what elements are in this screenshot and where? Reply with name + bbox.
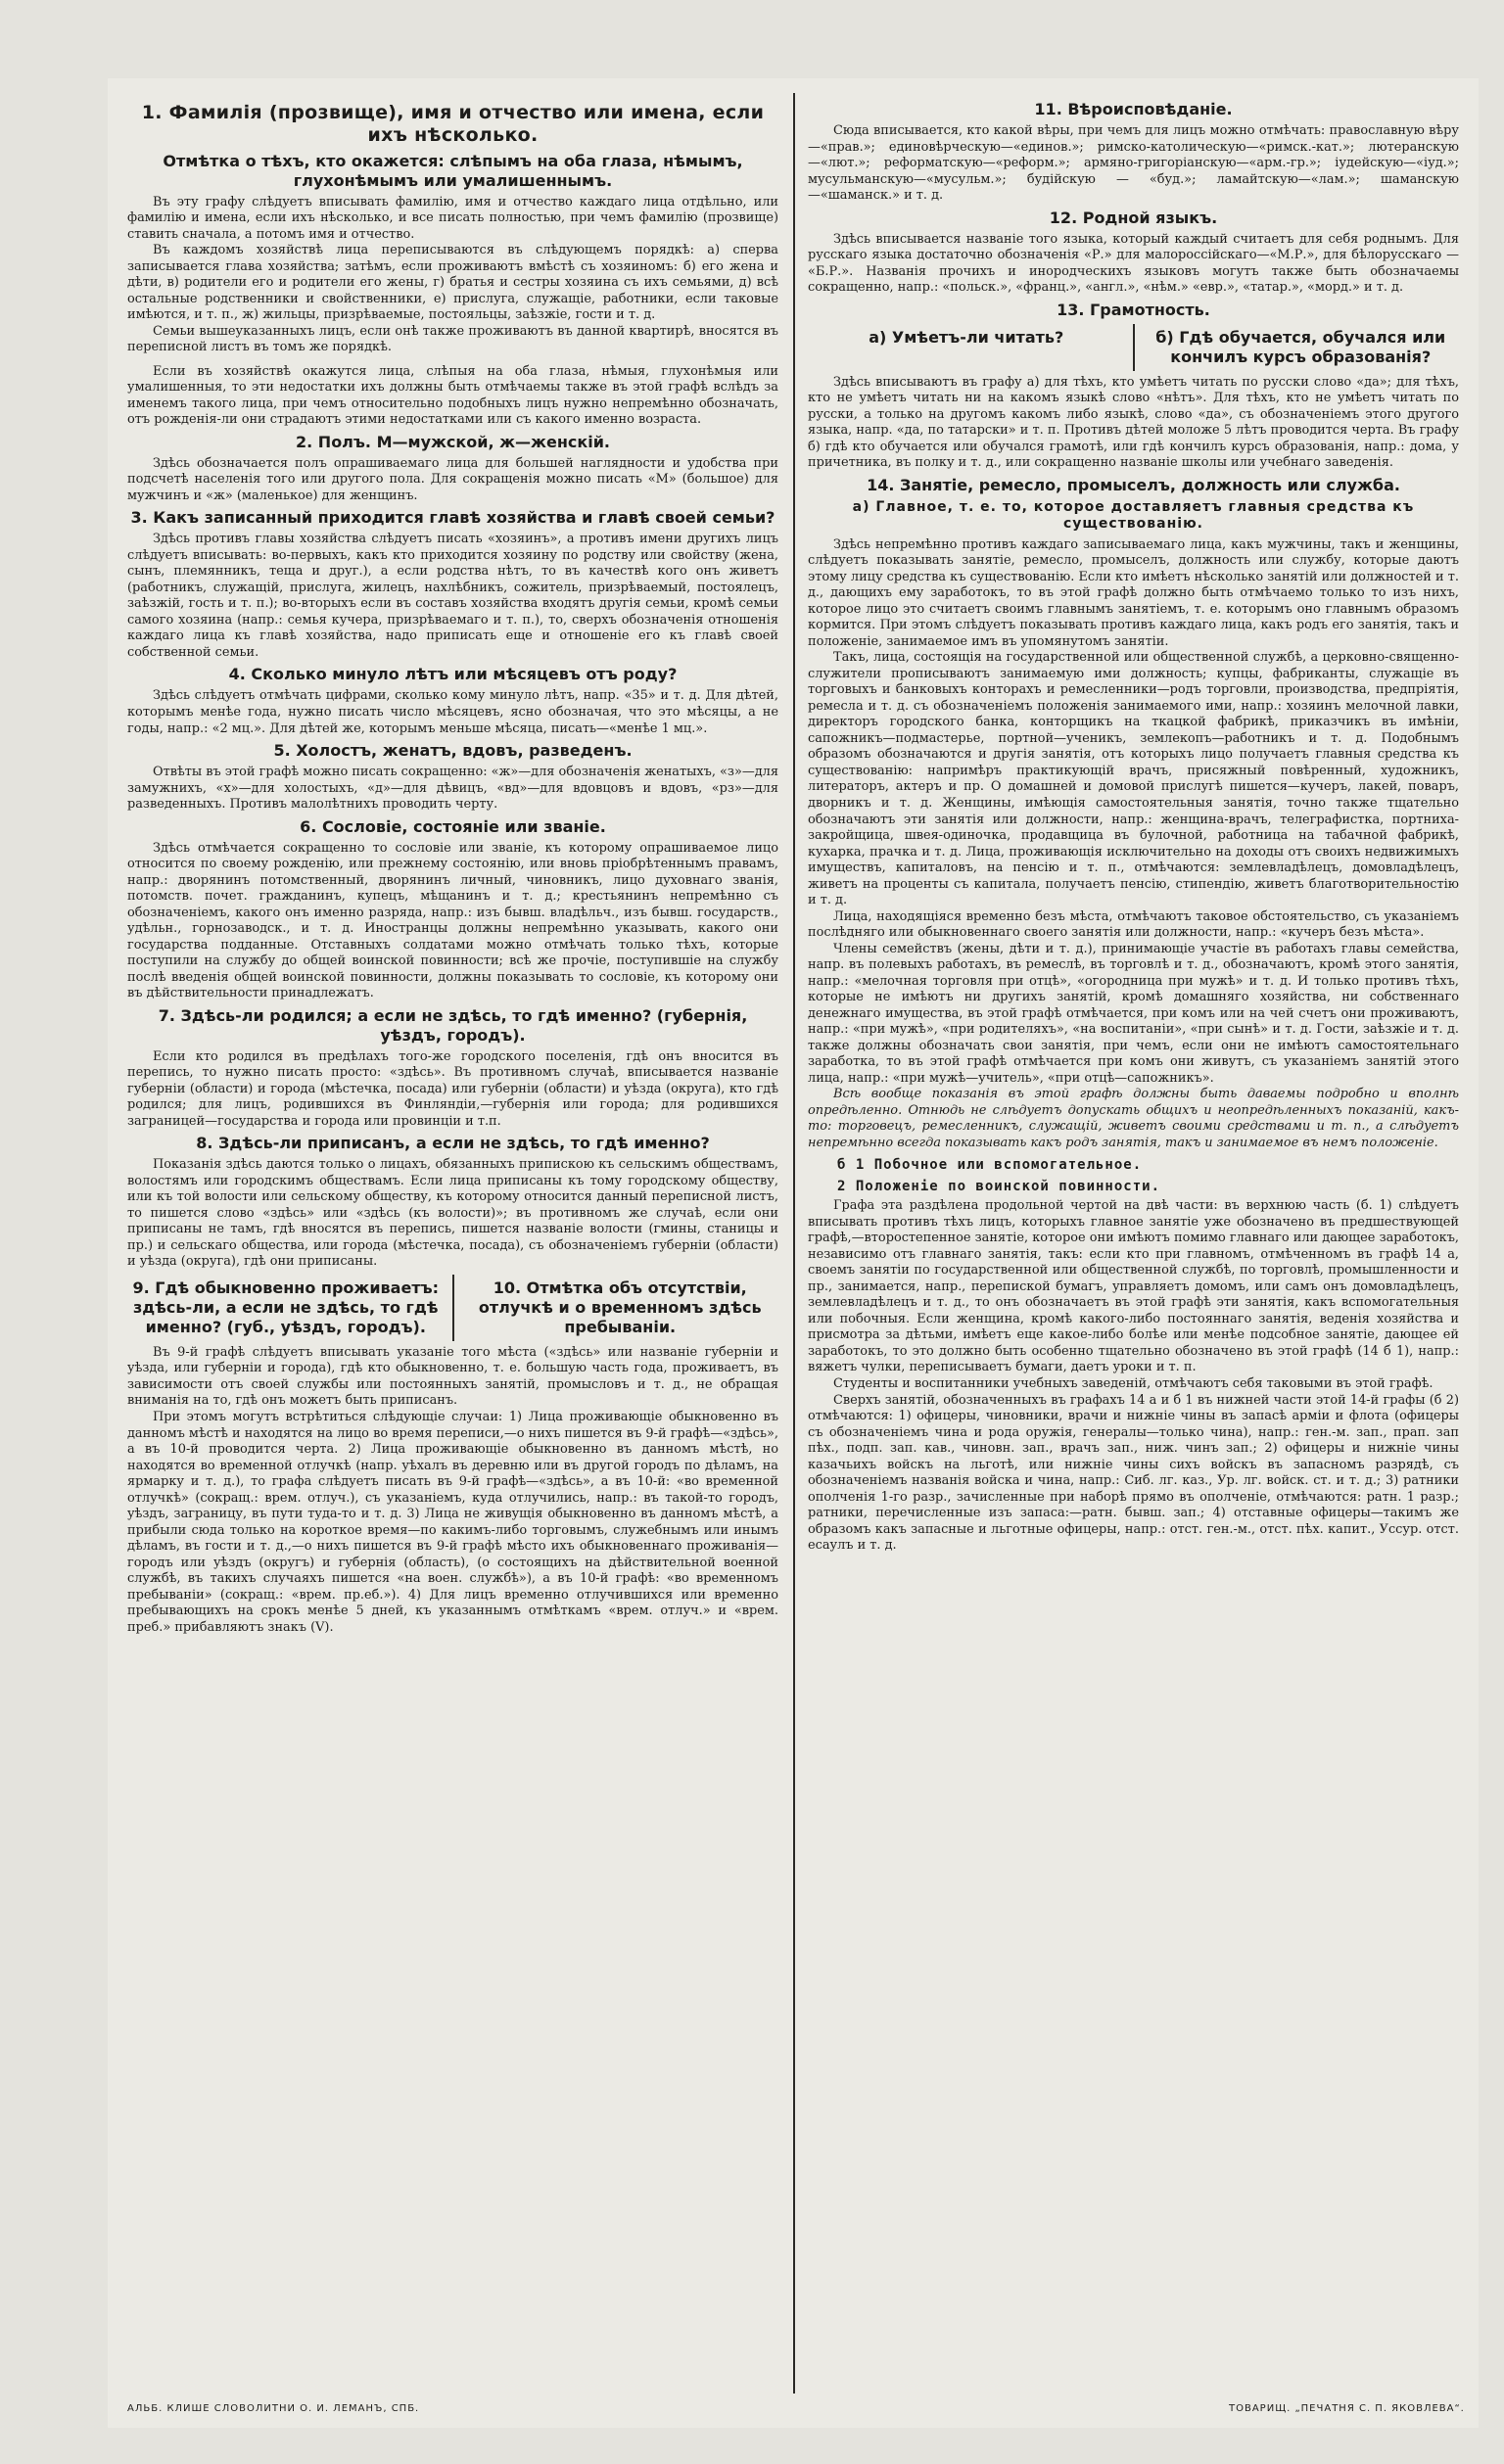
section-1-subheading: Отмѣтка о тѣхъ, кто окажется: слѣпымъ на оба глаза, нѣмымъ, глухонѣмымъ или умалишеннымъ. — [163, 151, 743, 190]
section-14b1-label: б 1 Побочное или вспомогательное. — [837, 1157, 1143, 1174]
left-column — [127, 96, 778, 1636]
printer-credit-right: ТОВАРИЩ. „ПЕЧАТНЯ С. П. ЯКОВЛЕВА“. — [1229, 2403, 1465, 2414]
section-8-paragraph: Показанія здѣсь даются только о лицахъ, обязанныхъ припискою къ сельскимъ обществамъ, волостямъ или городскимъ обществамъ. Если лица приписаны къ тому городскому обществу, или къ той волости или сельскому обществу, къ которому относится данный переписной листъ, то пишется слово «здѣсь» или «здѣсь (къ волости)»; въ противномъ же случаѣ, если они приписаны не тамъ, гдѣ вносятся въ перепись, пишется названіе волости (гмины, станицы и пр.) и сельскаго общества, или города (мѣстечка, посада), съ обозначеніемъ губерніи (области) и уѣзда (округа), гдѣ они приписаны. — [127, 1157, 778, 1270]
section-4-paragraph: Здѣсь слѣдуетъ отмѣчать цифрами, сколько кому минуло лѣтъ, напр. «35» и т. д. Для дѣтей, которымъ менѣе года, нужно писать число мѣсяцевъ, ясно обозначая, что это мѣсяцы, а не годы, напр.: «2 мц.». Для дѣтей же, которымъ меньше мѣсяца, писать—«менѣе 1 мц.». — [127, 688, 778, 736]
section-14-paragraph: Члены семействъ (жены, дѣти и т. д.), принимающіе участіе въ работахъ главы семейства, напр. въ полевыхъ работахъ, въ ремеслѣ, въ торговлѣ и т. д., обозначаютъ, кромѣ этого занятія, напр.: «мелочная торговля при отцѣ», «огородница при мужѣ» и т. д. И только противъ тѣхъ, которые не имѣютъ ни другихъ занятій, кромѣ домашняго хозяйства, ни собственнаго денежнаго имущества, въ этой графѣ отмѣчается, при комъ или на чей счетъ они проживаютъ, напр.: «при мужѣ», «при родителяхъ», «на воспитаніи», «при сынѣ» и т. д. Гости, заѣзжіе и т. д. также должны обозначать свои занятія, при чемъ, если они не имѣютъ самостоятельнаго заработка, то въ этой графѣ отмѣчается при комъ они живутъ, съ указаніемъ занятій этого лица, напр.: «при мужѣ—учитель», «при отцѣ—сапожникъ». — [808, 941, 1459, 1086]
section-13-paragraph: Здѣсь вписываютъ въ графу а) для тѣхъ, кто умѣетъ читать по русски слово «да»; для тѣхъ, кто не умѣетъ читать ни на какомъ языкѣ слово «нѣтъ». Для тѣхъ, кто не умѣетъ читать по русски, а только на другомъ какомъ либо языкѣ, слово «да», съ обозначеніемъ этого другого языка, напр. «да, по татарски» и т. п. Противъ дѣтей моложе 5 лѣтъ проводится черта. Въ графу б) гдѣ кто обучается или обучался грамотѣ, или гдѣ кончилъ курсъ образованія, напр.: дома, у причетника, въ полку и т. д., или сокращенно названіе школы или учебнаго заведенія. — [808, 374, 1459, 471]
column-rule — [452, 1275, 454, 1341]
section-2-heading: 2. Полъ. М—мужской, ж—женскій. — [296, 432, 610, 451]
section-1-paragraph: Въ каждомъ хозяйствѣ лица переписываются въ слѣдующемъ порядкѣ: а) сперва записывается глава хозяйства; затѣмъ, если проживаютъ вмѣстѣ съ хозяиномъ: б) его жена и дѣти, в) родители его и родители его жены, г) братья и сестры хозяина съ ихъ семьями, д) всѣ остальные родственники и свойственники, е) прислуга, служащіе, работники, если таковые имѣются, и т. п., ж) жильцы, призрѣваемые, постояльцы, заѣзжіе, гости и т. д. — [127, 243, 778, 323]
section-3-heading: 3. Какъ записанный приходится главѣ хозяйства и главѣ своей семьи? — [130, 508, 776, 528]
census-instructions-page — [108, 78, 1479, 2428]
section-14-heading: 14. Занятіе, ремесло, промыселъ, должность или служба. — [867, 475, 1400, 494]
section-14-paragraph: Такъ, лица, состоящія на государственной или общественной службѣ, а церковно-священно-служители прописываютъ занимаемую ими должность; купцы, фабриканты, служащіе въ торговыхъ и банковыхъ конторахъ и ремесленники—родъ торговли, производства, предпріятія, ремесла и т. д. съ обозначеніемъ положенія занимаемого ими, напр.: хозяинъ мелочной лавки, директоръ городского банка, конторщикъ на ткацкой фабрикѣ, приказчикъ въ имѣніи, сапожникъ—подмастерье, портной—ученикъ, землекопъ—работникъ и т. д. Подобнымъ образомъ обозначаются и другія занятія, отъ которыхъ лицо получаетъ главныя средства къ существованію: напримѣръ практикующій врачъ, присяжный повѣренный, художникъ, литераторъ, актеръ и пр. О домашней и домовой прислугѣ пишется—кучеръ, лакей, поваръ, дворникъ и т. д. Женщины, имѣющія самостоятельныя занятія, точно также тщательно обозначаютъ эти занятія или должности, напр.: женщина-врачъ, телеграфистка, портниха-закройщица, швея-одиночка, продавщица въ булочной, работница на табачной фабрикѣ, кухарка, прачка и т. д. Лица, проживающія исключительно на доходы отъ своихъ недвижимыхъ имуществъ, капиталовъ, на пенсію и т. п., отмѣчаются: землевладѣлецъ, домовладѣлецъ, живетъ на проценты съ капитала, получаетъ пенсію, стипендію, живетъ благотворительностію и т. д. — [808, 650, 1459, 908]
column-rule — [1133, 324, 1135, 371]
section-9-paragraph: Въ 9-й графѣ слѣдуетъ вписывать указаніе того мѣста («здѣсь» или названіе губерніи и уѣзда, или губерніи и города), гдѣ кто обыкновенно, т. е. большую часть года, проживаетъ, въ зависимости отъ своей службы или постоянныхъ занятій, промысловъ и т. д., не обращая вниманія на то, гдѣ онъ можетъ быть приписанъ. — [127, 1344, 778, 1409]
section-14-paragraph: Всѣ вообще показанія въ этой графѣ должны быть даваемы подробно и вполнѣ опредѣленно. Отнюдь не слѣдуетъ допускать общихъ и неопредѣленныхъ показаній, какъ-то: торговецъ, ремесленникъ, служащій, живетъ своими средствами и т. п., а слѣдуетъ непремѣнно всегда показывать какъ родъ занятія, такъ и занимаемое въ немъ положеніе. — [808, 1087, 1459, 1150]
section-12-heading: 12. Родной языкъ. — [1049, 208, 1218, 227]
section-7-paragraph: Если кто родился въ предѣлахъ того-же городского поселенія, гдѣ онъ вносится въ перепись, то нужно писать просто: «здѣсь». Въ противномъ случаѣ, вписывается названіе губерніи (области) и города (мѣстечка, посада) или губерніи (области) и уѣзда (округа), кто гдѣ родился; для лицъ, родившихся въ Финляндіи,—губернія или города; для родившихся заграницей—государства и города или провинціи и т.п. — [127, 1048, 778, 1129]
section-13b-heading: б) Гдѣ обучается, обучался или кончилъ курсъ образованія? — [1155, 327, 1446, 366]
section-14b-paragraph: Студенты и воспитанники учебныхъ заведеній, отмѣчаютъ себя таковыми въ этой графѣ. — [833, 1376, 1434, 1391]
section-1-paragraph: Семьи вышеуказанныхъ лицъ, если онѣ также проживаютъ въ данной квартирѣ, вносятся въ переписной листъ въ томъ же порядкѣ. — [127, 323, 778, 355]
section-12-paragraph: Здѣсь вписывается названіе того языка, который каждый считаетъ для себя роднымъ. Для русскаго языка достаточно обозначенія «Р.» для малороссійскаго—«М.Р.», для бѣлорусскаго — «Б.Р.». Названія прочихъ и инородческихъ языковъ могутъ также быть обозначаемы сокращенно, напр.: «польск.», «франц.», «англ.», «нѣм.» «евр.», «татар.», «морд.» и т. д. — [808, 231, 1459, 296]
section-6-paragraph: Здѣсь отмѣчается сокращенно то сословіе или званіе, къ которому опрашиваемое лицо относится по своему рожденію, или прежнему состоянію, или вновь пріобрѣтеннымъ правамъ, напр.: дворянинъ потомственный, дворянинъ личный, чиновникъ, лицо духовнаго званія, потомств. почет. гражданинъ, купецъ, мѣщанинъ и т. д.; крестьянинъ непремѣнно съ обозначеніемъ, какого онъ именно разряда, напр.: изъ бывш. владѣльч., изъ бывш. государств., удѣльн., горнозаводск., и т. д. Иностранцы должны непремѣнно указывать, какого они государства подданные. Отставныхъ солдатами можно отмѣчать только тѣхъ, которые поступили на службу до общей воинской повинности; всѣ же прочіе, поступившіе на службу послѣ введенія общей воинской повинности, должны показывать то сословіе, къ которому они въ дѣйствительности принадлежатъ. — [127, 840, 778, 1001]
section-13a-heading: а) Умѣетъ-ли читать? — [869, 327, 1064, 347]
section-14a-heading: а) Главное, т. е. то, которое доставляетъ главныя средства къ существованію. — [852, 498, 1415, 533]
printer-credit-left: АЛЬБ. КЛИШЕ СЛОВОЛИТНИ О. И. ЛЕМАНЪ, СПБ. — [127, 2403, 420, 2414]
section-7-heading: 7. Здѣсь-ли родился; а если не здѣсь, то гдѣ именно? (губернія, уѣздъ, городъ). — [158, 1005, 748, 1045]
section-14-paragraph: Здѣсь непремѣнно противъ каждаго записываемаго лица, какъ мужчины, такъ и женщины, слѣдуетъ показывать занятіе, ремесло, промыселъ, должность или службу, которые даютъ этому лицу средства къ существованію. Если кто имѣетъ нѣсколько занятій или должностей и т. д., дающихъ ему заработокъ, то въ этой графѣ должно быть отмѣчаемо только то изъ нихъ, которое лицо это считаетъ своимъ главнымъ занятіемъ, т. е. которымъ оно главнымъ образомъ кормится. При этомъ слѣдуетъ показывать противъ каждаго лица, какъ родъ его занятія, такъ и положеніе, занимаемое имъ въ упомянутомъ занятіи. — [808, 536, 1459, 649]
right-column — [808, 96, 1459, 1555]
section-10-heading: 10. Отмѣтка объ отсутствіи, отлучкѣ и о временномъ здѣсь пребываніи. — [478, 1278, 762, 1336]
section-9-paragraph: При этомъ могутъ встрѣтиться слѣдующіе случаи: 1) Лица проживающіе обыкновенно въ данномъ мѣстѣ и находятся на лицо во время переписи,—о нихъ пишется въ 9-й графѣ—«здѣсь», а въ 10-й проводится черта. 2) Лица проживающіе обыкновенно въ данномъ мѣстѣ, но находятся во временной отлучкѣ (напр. уѣхалъ въ деревню или въ другой городъ по дѣламъ, на ярмарку и т. д.), то графа слѣдуетъ писать въ 9-й графѣ—«здѣсь», а въ 10-й: «во временной отлучкѣ» (сокращ.: врем. отлуч.), съ указаніемъ, куда отлучились, напр.: въ такой-то городъ, уѣздъ, заграницу, въ пути туда-то и т. д. 3) Лица не живущія обыкновенно въ данномъ мѣстѣ, а прибыли сюда только на короткое время—по какимъ-либо торговымъ, служебнымъ или инымъ дѣламъ, въ гости и т. д.,—о нихъ пишется въ 9-й графѣ мѣсто ихъ обыкновеннаго проживанія—городъ или уѣздъ (округъ) и губернія (область), (о состоящихъ на дѣйствительной военной службѣ, въ такихъ случаяхъ пишется «на воен. службѣ»), а въ 10-й графѣ: «во временномъ пребываніи» (сокращ.: «врем. пр.еб.»). 4) Для лицъ временно отлучившихся или временно пребывающихъ на срокъ менѣе 5 дней, къ указаннымъ отмѣткамъ «врем. отлуч.» и «врем. преб.» прибавляютъ знакъ (V). — [127, 1409, 778, 1635]
section-14b-paragraph: Сверхъ занятій, обозначенныхъ въ графахъ 14 а и б 1 въ нижней части этой 14-й графы (б 2) отмѣчаются: 1) офицеры, чиновники, врачи и нижніе чины въ запасѣ арміи и флота (офицеры съ обозначеніемъ чина и рода оружія, генералы—только чина), напр.: ген.-м. зап., прап. зап пѣх., подп. зап. кав., чиновн. зап., врачъ зап., ниж. чинъ зап.; 2) офицеры и нижніе чины казачьихъ войскъ на льготѣ, или нижніе чины сихъ войскъ въ запасномъ разрядѣ, съ обозначеніемъ названія войска и чина, напр.: Сиб. лг. каз., Ур. лг. войск. ст. и т. д.; 3) ратники ополченія 1-го разр., зачисленные при наборѣ прямо въ ополченіе, отмѣчаются: ратн. 1 разр.; ратники, перечисленные изъ запаса:—ратн. бывш. зап.; 4) отставные офицеры—такимъ же образомъ какъ запасные и льготные офицеры, напр.: отст. ген.-м., отст. пѣх. капит., Уссур. отст. есаулъ и т. д. — [808, 1392, 1459, 1554]
section-13-subheader — [808, 324, 1459, 371]
section-14b-paragraph: Графа эта раздѣлена продольной чертой на двѣ части: въ верхнюю часть (б. 1) слѣдуетъ вписывать противъ тѣхъ лицъ, которыхъ главное занятіе уже обозначено въ предшествующей графѣ,—второстепенное занятіе, которое они имѣютъ помимо главнаго или дающее заработокъ, независимо отъ главнаго занятія, такъ: если кто при главномъ, отмѣченномъ въ графѣ 14 а, своемъ занятіи по государственной или общественной службѣ, по торговлѣ, промышленности и пр., занимается, напр., перепиской бумагъ, управляетъ домомъ, или самъ онъ домовладѣлецъ, землевладѣлецъ и т. д., то онъ обозначаетъ въ этой графѣ эти занятія, какъ вспомогательныя или побочныя. Если женщина, кромѣ какого-либо постояннаго занятія, веденія хозяйства и присмотра за дѣтьми, имѣетъ еще какое-либо болѣе или менѣе подсобное занятіе, дающее ей заработокъ, то это должно быть особенно тщательно обозначено въ этой графѣ (14 б 1), напр.: вяжетъ чулки, переписываетъ бумаги, даетъ уроки и т. п. — [808, 1198, 1459, 1375]
section-8-heading: 8. Здѣсь-ли приписанъ, а если не здѣсь, то гдѣ именно? — [196, 1134, 710, 1153]
section-14b2-label: 2 Положеніе по воинской повинности. — [837, 1179, 1161, 1195]
section-2-paragraph: Здѣсь обозначается полъ опрашиваемаго лица для большей наглядности и удобства при подсчетѣ населенія того или другого пола. Для сокращенія можно писать «М» (большое) для мужчинъ и «ж» (маленькое) для женщинъ. — [127, 455, 778, 503]
section-4-heading: 4. Сколько минуло лѣтъ или мѣсяцевъ отъ роду? — [228, 665, 678, 684]
column-divider — [793, 93, 795, 2394]
section-14-paragraph: Лица, находящіяся временно безъ мѣста, отмѣчаютъ таковое обстоятельство, съ указаніемъ послѣдняго или обыкновеннаго своего занятія или должности, напр.: «кучеръ безъ мѣста». — [808, 908, 1459, 941]
section-11-heading: 11. Вѣроисповѣданіе. — [1034, 100, 1233, 118]
section-9-heading: 9. Гдѣ обыкновенно проживаетъ: здѣсь-ли, а если не здѣсь, то гдѣ именно? (губ., уѣздъ, городъ). — [132, 1278, 440, 1336]
section-1-paragraph: Въ эту графу слѣдуетъ вписывать фамилію, имя и отчество каждаго лица отдѣльно, или фамилію и имена, если ихъ нѣсколько, и все писать полностью, при чемъ фамилію (прозвище) ставить сначала, а потомъ имя и отчество. — [127, 194, 778, 242]
section-3-paragraph: Здѣсь противъ главы хозяйства слѣдуетъ писать «хозяинъ», а противъ имени другихъ лицъ слѣдуетъ вписывать: во-первыхъ, какъ кто приходится хозяину по родству или свойству (жена, сынъ, племянникъ, теща и друг.), а если родства нѣтъ, то въ качествѣ кого онъ живетъ (работникъ, служащій, прислуга, жилецъ, нахлѣбникъ, сожитель, призрѣваемый, постоялецъ, заѣзжій, гость и т. п.); во-вторыхъ если въ составъ хозяйства входятъ другія семьи, кромѣ семьи самого хозяина (напр.: семья кучера, призрѣваемаго и т. п.), то, сверхъ обозначенія отношенія каждаго лица къ главѣ хозяйства, надо приписать еще и отношеніе его къ главѣ своей собственной семьи. — [127, 532, 778, 660]
section-1-paragraph: Если въ хозяйствѣ окажутся лица, слѣпыя на оба глаза, нѣмыя, глухонѣмыя или умалишенныя, то эти недостатки ихъ должны быть отмѣчаемы также въ этой графѣ вслѣдъ за именемъ такого лица, при чемъ относительно подобныхъ лицъ нужно непремѣнно обозначать, отъ рожденія-ли они страдаютъ этими недостатками или съ какого именно возраста. — [127, 363, 778, 428]
section-5-paragraph: Отвѣты въ этой графѣ можно писать сокращенно: «ж»—для обозначенія женатыхъ, «з»—для замужнихъ, «х»—для холостыхъ, «д»—для дѣвицъ, «вд»—для вдовцовъ и вдовъ, «рз»—для разведенныхъ. Противъ малолѣтнихъ проводить черту. — [127, 765, 778, 813]
section-5-heading: 5. Холостъ, женатъ, вдовъ, разведенъ. — [273, 741, 633, 761]
section-13-heading: 13. Грамотность. — [1057, 300, 1210, 319]
section-6-heading: 6. Сословіе, состояніе или званіе. — [300, 816, 606, 836]
section-1-heading: 1. Фамилія (прозвище), имя и отчество или имена, если ихъ нѣсколько. — [141, 102, 765, 146]
section-9-10-header — [127, 1275, 778, 1341]
section-11-paragraph: Сюда вписывается, кто какой вѣры, при чемъ для лицъ можно отмѣчать: православную вѣру—«прав.»; единовѣрческую—«единов.»; римско-католическую—«римск.-кат.»; лютеранскую—«лют.»; реформатскую—«реформ.»; армяно-григоріанскую—«арм.-гр.»; іудейскую—«іуд.»; мусульманскую—«мусульм.»; будійскую — «буд.»; ламайтскую—«лам.»; шаманскую—«шаманск.» и т. д. — [808, 123, 1459, 204]
